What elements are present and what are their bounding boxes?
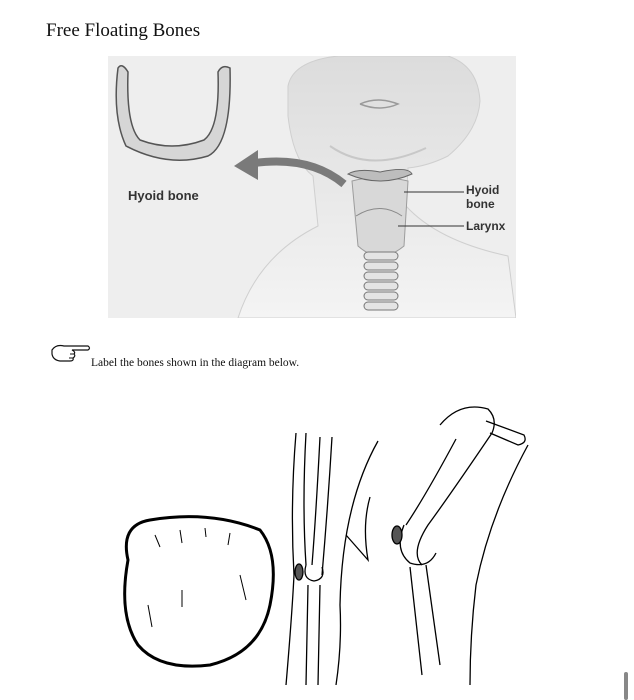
hyoid-bone-label: Hyoid bone: [128, 188, 199, 203]
knee-bones-diagram: [110, 385, 540, 685]
bones-line-drawing: [110, 385, 540, 685]
patella-texture: [148, 528, 246, 627]
callout-larynx: Larynx: [466, 219, 506, 233]
instruction-text: Label the bones shown in the diagram below.: [91, 357, 300, 369]
hyoid-illustration: [108, 56, 516, 318]
patella-outline: [125, 517, 274, 666]
pointing-hand-icon: [50, 340, 92, 364]
callout-hyoid-line1: Hyoid: [466, 183, 500, 197]
arrow-head: [234, 150, 258, 180]
callout-hyoid-line2: bone: [466, 197, 495, 211]
straight-leg: [286, 433, 378, 685]
scrollbar-thumb[interactable]: [624, 672, 628, 700]
hyoid-diagram: [108, 56, 516, 318]
hyoid-bone-detached: [116, 66, 230, 160]
page-title: Free Floating Bones: [46, 20, 201, 41]
larynx-shape: [352, 178, 408, 257]
